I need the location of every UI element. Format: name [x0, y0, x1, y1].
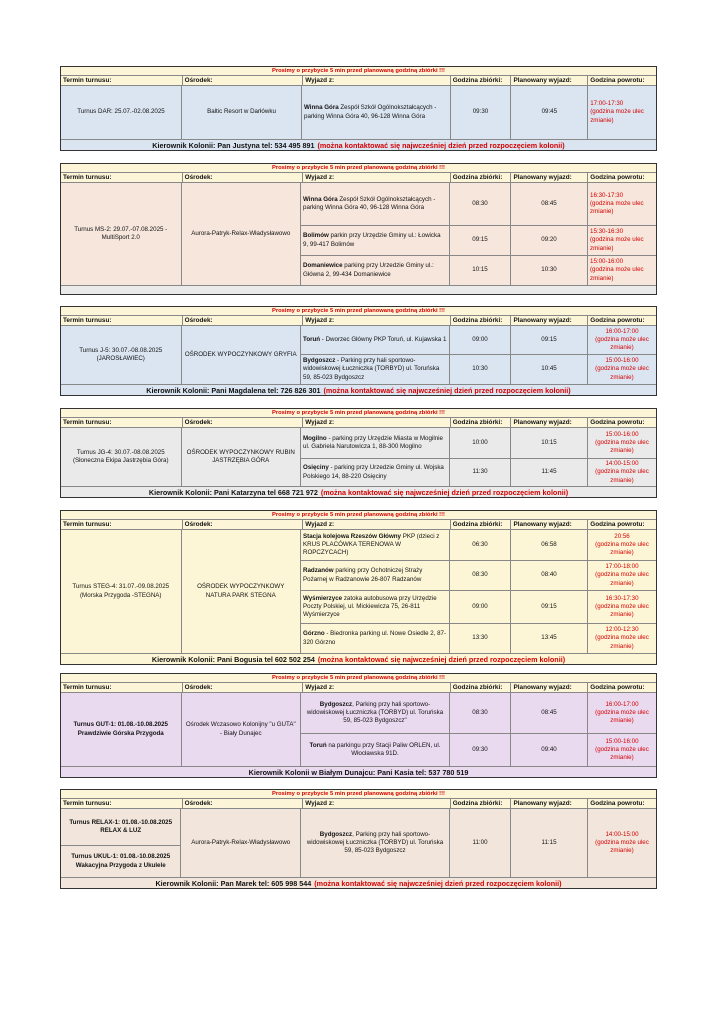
- wyjazd-time-cell: 08:45: [510, 693, 587, 733]
- termin-cell: Turnus J-5: 30.07.-08.08.2025 (JAROSŁAWIEC): [79, 346, 163, 362]
- header-osrodek: Ośrodek:: [182, 76, 303, 85]
- wyjazd-time-cell: 13:45: [510, 624, 587, 653]
- header-termin: Termin turnusu:: [63, 521, 112, 528]
- header-wyjazd: Wyjazd z:: [302, 316, 450, 325]
- header-planowany: Planowany wyjazd:: [510, 520, 587, 529]
- wyjazd-cell: Osięciny - parking przy Urzedzie Gminy ul. Wojska Polskiego 14, 88-220 Osięciny: [303, 464, 444, 480]
- header-osrodek: Ośrodek:: [182, 799, 303, 808]
- zbiorka-cell: 09:15: [449, 226, 510, 255]
- header-zbiorka: Godzina zbiórki:: [450, 799, 511, 808]
- block-steg4: [60, 510, 657, 665]
- zbiorka-cell: 10:00: [449, 428, 510, 458]
- kierownik-row: Kierownik Kolonii: Pani Katarzyna tel 668 721 972 (można kontaktować się najwcześniej dzień przed rozpoczęciem kolonii): [61, 486, 656, 497]
- wyjazd-cell: Radzanów parking przy Ochotniczej Straży Pożarnej w Radzanowie 26-807 Radzanów: [303, 567, 423, 583]
- header-wyjazd: Wyjazd z:: [302, 173, 450, 182]
- header-planowany: Planowany wyjazd:: [510, 316, 587, 325]
- termin-cell: Turnus GUT-1: 01.08.-10.08.2025 Prawdziwie Górska Przygoda: [73, 721, 168, 737]
- header-wyjazd: Wyjazd z:: [302, 520, 450, 529]
- zbiorka-cell: 10:30: [449, 355, 510, 384]
- header-zbiorka: Godzina zbiórki:: [450, 520, 511, 529]
- kierownik-row: Kierownik Kolonii w Białym Dunajcu: Pani Kasia tel: 537 780 519: [61, 766, 656, 777]
- wyjazd-cell: Wyśmierzyce zatoka autobusowa przy Urzędzie Poczty Polskiej, ul. Mickiewicza 75, 26-811 Wyśmierzyce: [303, 594, 437, 619]
- wyjazd-cell: Górzno - Biedronka parking ul. Nowe Osiedle 2, 87-320 Górzno: [303, 630, 447, 646]
- wyjazd-cell: Domaniewice parking przy Urzedzie Gminy ul.: Główna 2, 99-434 Domaniewice: [303, 262, 434, 278]
- powrot-cell: 14:00-15:00 (godzina może ulec zmianie): [587, 459, 656, 486]
- wyjazd-time-cell: 10:45: [510, 355, 587, 384]
- powrot-cell: 15:00-16:00 (godzina może ulec zmianie): [587, 734, 656, 766]
- wyjazd-time-cell: 10:15: [510, 428, 587, 458]
- table-row: [61, 529, 656, 653]
- wyjazd-time-cell: 08:45: [510, 183, 587, 225]
- termin-cell: Turnus DAR: 25.07.-02.08.2025: [77, 108, 165, 116]
- powrot-cell: 16:00-17:00 (godzina może ulec zmianie): [587, 693, 656, 733]
- header-wyjazd: Wyjazd z:: [302, 76, 450, 85]
- kierownik-row: Kierownik Kolonii: Pani Bogusia tel 602 502 254 (można kontaktować się najwcześniej dzień przed rozpoczęciem kolonii): [61, 653, 656, 664]
- table-row: [61, 692, 656, 766]
- header-planowany: Planowany wyjazd:: [510, 683, 587, 692]
- osrodek-cell: OŚRODEK WYPOCZYNKOWY GRYFIA: [181, 326, 301, 384]
- header-zbiorka: Godzina zbiórki:: [450, 418, 511, 427]
- powrot-cell: 17:00-18:00 (godzina może ulec zmianie): [587, 561, 656, 590]
- block-gut1: [60, 673, 657, 778]
- header-row: [61, 75, 656, 85]
- header-termin: Termin turnusu:: [63, 684, 112, 691]
- header-planowany: Planowany wyjazd:: [510, 173, 587, 182]
- header-row: [61, 798, 656, 808]
- termin-cell: Turnus JG-4: 30.07.-08.08.2025 (Słoneczna Ekipa Jastrzębia Góra): [72, 448, 169, 464]
- wyjazd-cell: Winna Góra Zespół Szkół Ogólnokształcących - parking Winna Góra 40, 96-128 Winna Góra: [303, 195, 436, 211]
- header-powrot: Godzina powrotu:: [587, 520, 656, 529]
- header-row: [61, 172, 656, 182]
- termin-cell: Turnus STEG-4: 31.07.-09.08.2025 (Morska Przygoda -STEGNA): [72, 583, 170, 599]
- header-zbiorka: Godzina zbiórki:: [450, 316, 511, 325]
- wyjazd-time-cell: 09:15: [510, 326, 587, 354]
- header-row: [61, 417, 656, 427]
- osrodek-cell: OŚRODEK WYPOCZYNKOWY NATURA PARK STEGNA: [181, 530, 301, 653]
- zbiorka-cell: 06:30: [449, 530, 510, 560]
- wyjazd-cell: Bydgoszcz, Parking przy hali sportowo-widowiskowej Łuczniczka (TORBYD) ul. Toruńska 59, 85-023 Bydgoszcz": [306, 700, 444, 725]
- banner: Prosimy o przybycie 5 min przed planowaną godziną zbiórki !!!: [61, 511, 656, 519]
- table-row: [61, 325, 656, 384]
- zbiorka-cell: 09:30: [449, 734, 510, 766]
- powrot-cell: 20:56 (godzina może ulec zmianie): [587, 530, 656, 560]
- osrodek-cell: Aurora-Patryk-Relax-Władysławowo: [180, 809, 300, 877]
- header-osrodek: Ośrodek:: [182, 683, 303, 692]
- banner: Prosimy o przybycie 5 min przed planowaną godziną zbiórki !!!: [61, 674, 656, 682]
- header-powrot: Godzina powrotu:: [587, 799, 656, 808]
- header-powrot: Godzina powrotu:: [587, 76, 656, 85]
- header-planowany: Planowany wyjazd:: [510, 76, 587, 85]
- kierownik-row: Kierownik Kolonii: Pan Justyna tel: 534 495 891 (można kontaktować się najwcześniej dzień przed rozpoczęciem kolonii): [61, 139, 656, 150]
- wyjazd-cell: Toruń na parkingu przy Stacji Paliw ORLEN, ul. Włocławska 91D.: [309, 741, 441, 757]
- wyjazd-cell: Winna Góra Zespół Szkół Ogólnokształcących - parking Winna Góra 40, 96-128 Winna Góra: [304, 104, 437, 120]
- osrodek-cell: Ośrodek Wczasowo Kolonijny "u GUTA" - Biały Dunajec: [181, 693, 301, 766]
- header-planowany: Planowany wyjazd:: [510, 418, 587, 427]
- wyjazd-cell: Bydgoszcz - Parking przy hali sportowo-widowiskowej Łuczniczka (TORBYD) ul. Toruńska 59, 85-023 Bydgoszcz: [303, 357, 440, 381]
- wyjazd-cell: Toruń - Dworzec Główny PKP Toruń, ul. Kujawska 1: [303, 335, 447, 343]
- powrot-cell: 17:00-17:30 (godzina może ulec zmianie): [587, 86, 656, 139]
- zbiorka-cell: 09:00: [449, 326, 510, 354]
- powrot-cell: 15:30-16:30 (godzina może ulec zmianie): [587, 226, 656, 255]
- header-osrodek: Ośrodek:: [182, 173, 303, 182]
- zbiorka-cell: 08:30: [449, 693, 510, 733]
- wyjazd-time-cell: 08:40: [510, 561, 587, 590]
- zbiorka-cell: 10:15: [449, 256, 510, 285]
- powrot-cell: 15:00-16:00 (godzina może ulec zmianie): [587, 355, 656, 384]
- block-ms2: [60, 163, 657, 295]
- wyjazd-cell: Mogilno - parking przy Urzędzie Miasta w Mogilnie ul. Gabriela Narutowicza 1, 88-300 Mogilno: [303, 434, 443, 450]
- empty-footer-row: [61, 285, 656, 294]
- zbiorka-cell: 09:30: [450, 86, 511, 139]
- osrodek-cell: Aurora-Patryk-Relax-Władysławowo: [181, 183, 301, 285]
- header-zbiorka: Godzina zbiórki:: [450, 76, 511, 85]
- header-planowany: Planowany wyjazd:: [510, 799, 587, 808]
- zbiorka-cell: 08:30: [449, 183, 510, 225]
- kierownik-row: Kierownik Kolonii: Pan Marek tel: 605 998 544 (można kontaktować się najwcześniej dzień przed rozpoczęciem kolonii): [61, 877, 656, 888]
- wyjazd-time-cell: 09:15: [510, 591, 587, 623]
- header-zbiorka: Godzina zbiórki:: [450, 683, 511, 692]
- wyjazd-cell: Stacja kolejowa Rzeszów Główny PKP (dzieci z KRUS PLACÓWKA TERENOWA W ROPCZYCACH): [303, 532, 440, 557]
- header-wyjazd: Wyjazd z:: [302, 799, 450, 808]
- banner: Prosimy o przybycie 5 min przed planowaną godziną zbiórki !!!: [61, 164, 656, 172]
- header-wyjazd: Wyjazd z:: [302, 418, 450, 427]
- header-powrot: Godzina powrotu:: [587, 418, 656, 427]
- powrot-cell: 15:00-16:00 (godzina może ulec zmianie): [587, 428, 656, 458]
- powrot-cell: 12:00-12:30 (godzina może ulec zmianie): [587, 624, 656, 653]
- wyjazd-time-cell: 11:45: [510, 459, 587, 486]
- table-row: [61, 427, 656, 486]
- header-termin: Termin turnusu:: [63, 317, 112, 324]
- wyjazd-cell: Bydgoszcz, Parking przy hali sportowo-widowiskowej Łuczniczka (TORBYD) ul. Toruńska 59, 85-023 Bydgoszcz: [306, 830, 444, 855]
- zbiorka-cell: 08:30: [449, 561, 510, 590]
- header-termin: Termin turnusu:: [63, 174, 112, 181]
- powrot-cell: 16:00-17:00 (godzina może ulec zmianie): [587, 326, 656, 354]
- header-powrot: Godzina powrotu:: [587, 316, 656, 325]
- termin-cell: Turnus MS-2: 29.07.-07.08.2025 - MultiSport 2.0: [74, 225, 168, 241]
- header-powrot: Godzina powrotu:: [587, 683, 656, 692]
- wyjazd-time-cell: 09:40: [510, 734, 587, 766]
- wyjazd-time-cell: 09:20: [510, 226, 587, 255]
- banner: Prosimy o przybycie 5 min przed planowaną godziną zbiórki !!!: [61, 409, 656, 417]
- header-row: [61, 315, 656, 325]
- table-row: [61, 85, 656, 139]
- powrot-cell: 15:00-16:00 (godzina może ulec zmianie): [587, 256, 656, 285]
- zbiorka-cell: 13:30: [449, 624, 510, 653]
- banner: Prosimy o przybycie 5 min przed planowaną godziną zbiórki !!!: [61, 790, 656, 798]
- banner: Prosimy o przybycie 5 min przed planowaną godziną zbiórki !!!: [61, 67, 656, 75]
- header-row: [61, 682, 656, 692]
- header-osrodek: Ośrodek:: [182, 520, 303, 529]
- header-termin: Termin turnusu:: [63, 800, 112, 807]
- banner: Prosimy o przybycie 5 min przed planowaną godziną zbiórki !!!: [61, 307, 656, 315]
- zbiorka-cell: 11:30: [449, 459, 510, 486]
- header-wyjazd: Wyjazd z:: [302, 683, 450, 692]
- table-row: [61, 182, 656, 285]
- table-row: [61, 808, 656, 877]
- wyjazd-time-cell: 11:15: [510, 809, 587, 877]
- wyjazd-time-cell: 10:30: [510, 256, 587, 285]
- header-osrodek: Ośrodek:: [182, 316, 303, 325]
- header-osrodek: Ośrodek:: [182, 418, 303, 427]
- header-row: [61, 519, 656, 529]
- powrot-cell: 16:30-17:30 (godzina może ulec zmianie): [587, 183, 656, 225]
- termin-cell: Turnus RELAX-1: 01.08.-10.08.2025 RELAX & LUZ: [61, 809, 180, 846]
- osrodek-cell: Baltic Resort w Darłówku: [181, 86, 301, 139]
- wyjazd-time-cell: 09:45: [510, 86, 587, 139]
- header-termin: Termin turnusu:: [63, 419, 112, 426]
- header-zbiorka: Godzina zbiórki:: [450, 173, 511, 182]
- header-powrot: Godzina powrotu:: [587, 173, 656, 182]
- termin-cell-2: Turnus UKUL-1: 01.08.-10.08.2025 Wakacyjna Przygoda z Ukulele: [71, 853, 171, 869]
- osrodek-cell: OŚRODEK WYPOCZYNKOWY RUBIN JASTRZĘBIA GÓRA: [181, 428, 301, 486]
- powrot-cell: 16:30-17:30 (godzina może ulec zmianie): [587, 591, 656, 623]
- wyjazd-time-cell: 06:58: [510, 530, 587, 560]
- block-dar: [60, 66, 657, 151]
- block-relax-ukul: [60, 789, 657, 889]
- block-j5: [60, 306, 657, 396]
- header-termin: Termin turnusu:: [63, 77, 112, 84]
- kierownik-row: Kierownik Kolonii: Pani Magdalena tel: 726 826 301 (można kontaktować się najwcześniej dzień przed rozpoczęciem kolonii): [61, 384, 656, 395]
- powrot-cell: 14:00-15:00 (godzina może ulec zmianie): [587, 809, 656, 877]
- zbiorka-cell: 09:00: [449, 591, 510, 623]
- block-jg4: [60, 408, 657, 498]
- zbiorka-cell: 11:00: [449, 809, 510, 877]
- wyjazd-cell: Bolimów parkin przy Urzędzie Gminy ul.: Łowicka 9, 99-417 Bolimów: [303, 232, 441, 248]
